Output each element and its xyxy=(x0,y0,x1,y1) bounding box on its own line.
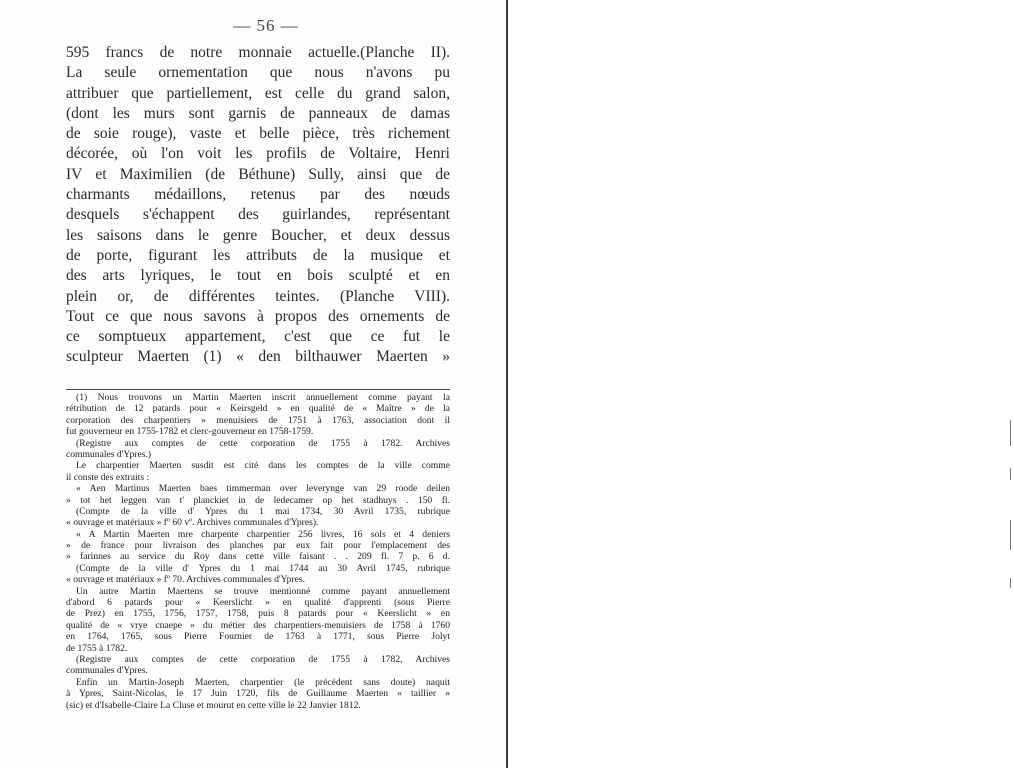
footnote-line: (Registre aux comptes de cette corporation de 1755 à 1782, Archives xyxy=(76,653,450,665)
footnote-line: « ouvrage et matériaux » fº 70. Archives communales d'Ypres. xyxy=(66,574,306,586)
text-line: les saisons dans le genre Boucher, et deux dessus xyxy=(66,226,450,244)
scan-edge-mark xyxy=(1010,420,1011,446)
text-line: de soie rouge), vaste et belle pièce, très richement xyxy=(66,125,450,143)
text-line: de porte, figurant les attributs de la musique et xyxy=(66,246,450,264)
footnote-line: Enfin un Martin-Joseph Maerten, charpentier (le précédent sans doute) naquit xyxy=(76,676,450,688)
text-line: La seule ornementation que nous n'avons pu xyxy=(66,64,450,82)
footnote-line: Le charpentier Maerten susdit est cité dans les comptes de la ville comme xyxy=(76,460,450,472)
footnote-line: (1) Nous trouvons un Martin Maerten inscrit annuellement comme payant la xyxy=(76,392,450,403)
footnote-line: (sic) et d'Isabelle-Claire La Cluse et mourut en cette ville le 22 Janvier 1812. xyxy=(66,699,361,711)
scan-edge-mark xyxy=(1010,468,1011,480)
text-line: sculpteur Maerten (1) « den bilthauwer Maerten » xyxy=(66,348,450,366)
footnote-line: » farinnes au service du Roy dans cette ville faisant . . 209 fl. 7 p. 6 d. xyxy=(66,551,450,563)
scan-edge-mark xyxy=(1010,520,1011,550)
text-line: (dont les murs sont garnis de panneaux de damas xyxy=(66,104,450,122)
left-page xyxy=(0,0,506,768)
footnote-line: « ouvrage et matériaux » fº 60 vº. Archives communales d'Ypres). xyxy=(66,517,319,529)
right-page-blank xyxy=(508,0,1014,768)
text-line: ce somptueux appartement, c'est que ce fut le xyxy=(66,328,450,346)
footnote-line: de 1755 à 1782. xyxy=(66,642,128,654)
footnotes xyxy=(66,392,450,711)
text-line: IV et Maximilien (de Béthune) Sully, ainsi que de xyxy=(66,165,450,183)
footnote-line: corporation des charpentiers » menuisiers de 1751 à 1763, association dont il xyxy=(66,414,450,426)
text-line: 595 francs de notre monnaie actuelle.(Planche II). xyxy=(66,44,450,61)
footnote-line: « Aen Martinus Maerten baes timmerman over leverynge van 29 roode deilen xyxy=(76,483,450,495)
main-text xyxy=(66,43,450,368)
footnote-divider xyxy=(66,389,450,390)
footnote-line: de Prez) en 1755, 1756, 1757, 1758, puis 8 patards pour « Keerslicht » en xyxy=(66,608,450,620)
text-line: desquels s'échappent des guirlandes, représentant xyxy=(66,206,450,224)
footnote-line: rétribution de 12 patards pour « Keirsgeld » en qualité de « Maître » de la xyxy=(66,403,450,415)
text-line: charmants médaillons, retenus par des nœuds xyxy=(66,186,450,204)
footnote-line: communales d'Ypres. xyxy=(66,665,148,677)
footnote-line: « A Martin Maerten mre charpente charpentier 256 livres, 16 sols et 4 deniers xyxy=(76,528,450,540)
footnote-line: fut gouverneur en 1755-1782 et clerc-gouverneur en 1758-1759. xyxy=(66,426,314,438)
text-line: attribuer que partiellement, est celle du grand salon, xyxy=(66,84,450,102)
footnote-line: communales d'Ypres.) xyxy=(66,448,152,460)
footnote-line: (Compte de la ville d' Ypres du 1 mai 1734, 30 Avril 1735, rubrique xyxy=(76,505,450,517)
text-line: des arts lyriques, le tout en bois sculpté et en xyxy=(66,267,450,285)
text-line: décorée, où l'on voit les profils de Voltaire, Henri xyxy=(66,145,450,163)
footnote-line: d'abord 6 patards pour « Keerslicht » en qualité d'apprenti (sous Pierre xyxy=(66,597,450,609)
footnote-line: Un autre Martin Maertens se trouve mentionné comme payant annuellement xyxy=(76,585,450,597)
text-line: plein or, de différentes teintes. (Planche VIII). xyxy=(66,287,450,305)
footnote-line: qualité de « vrye cnaepe » du métier des charpentiers-menuisiers de 1758 à 1760 xyxy=(66,619,450,631)
footnote-line: (Registre aux comptes de cette corporation de 1755 à 1782. Archives xyxy=(76,437,450,449)
scan-edge-mark xyxy=(1010,578,1011,588)
footnote-line: en 1764, 1765, sous Pierre Fournier de 1763 à 1771, sous Pierre Jolyt xyxy=(66,631,450,643)
text-line: Tout ce que nous savons à propos des ornements de xyxy=(66,307,450,325)
footnote-line: il conste des extraits : xyxy=(66,471,150,483)
footnote-line: (Compte de la ville d' Ypres du 1 mai 1744 au 30 Avril 1745, rubrique xyxy=(76,562,450,574)
page-number: — 56 — xyxy=(233,16,299,35)
footnote-line: » de france pour livraison des planches par eux fait pour l'emplacement des xyxy=(66,540,450,552)
footnote-line: à Ypres, Saint-Nicolas, le 17 Juin 1720, fils de Guillaume Maerten « taillier » xyxy=(66,688,450,700)
footnote-line: » tot het leggen van t' planckiet in de ledecamer op het stadhuys . 150 fl. xyxy=(66,494,450,506)
